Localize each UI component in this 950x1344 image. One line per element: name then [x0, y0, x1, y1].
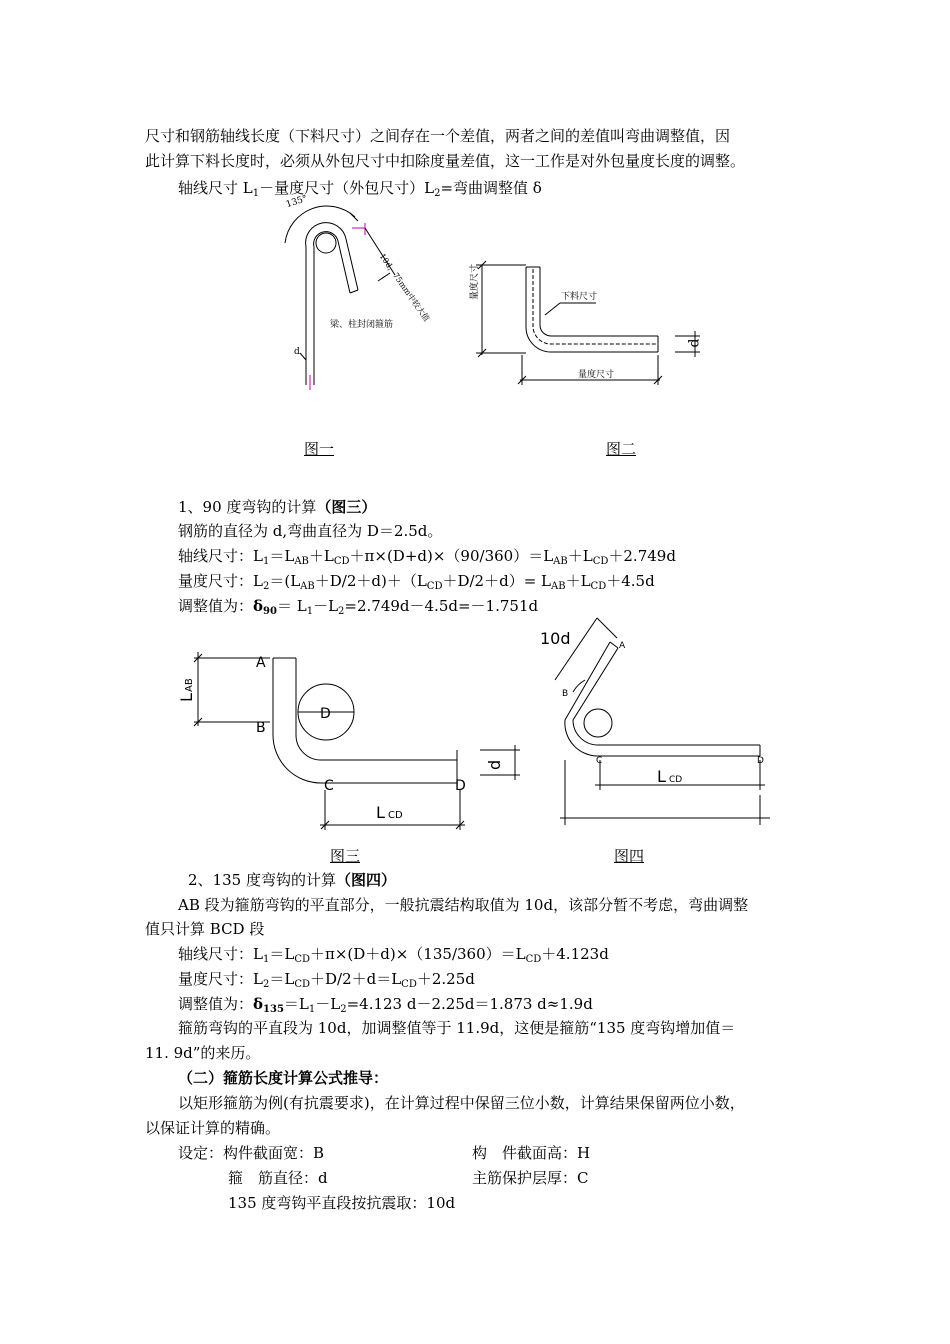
text: 轴线尺寸：L	[178, 547, 263, 565]
text: ＝L	[269, 945, 295, 963]
fig2-caption: 图二	[606, 440, 637, 458]
fig1-side-label: 10d，75mm中较大值	[377, 252, 432, 324]
fig2-vertical-label: 量度尺寸	[470, 263, 480, 300]
figure-3-diagram	[170, 640, 530, 840]
fig3-caption: 图三	[330, 847, 361, 865]
fig2-d-label: d	[686, 338, 703, 348]
sec1-heading	[178, 497, 376, 517]
fig4-lcd-sub: CD	[669, 775, 683, 785]
fig4-lcd-L: L	[657, 767, 666, 786]
text: ＋D/2＋d＝L	[309, 970, 402, 988]
figure-1-diagram	[270, 195, 470, 395]
subscript: CD	[592, 556, 609, 567]
text: （图三）	[316, 498, 377, 516]
fig4-caption: 图四	[614, 847, 645, 865]
sec2-formula-l2	[178, 969, 475, 995]
fig3-label-diameter: D	[320, 706, 331, 722]
sec3-heading: （二）箍筋长度计算公式推导：	[178, 1069, 389, 1087]
subscript: 2	[434, 188, 441, 199]
sec3-height-setting: 构 件截面高：H	[472, 1144, 591, 1162]
fig3-lab-L: L	[177, 693, 196, 702]
text: ＋L	[567, 547, 593, 565]
subscript: CD	[333, 556, 350, 567]
text: ＋π×(D＋d)×（135/360）＝L	[309, 945, 526, 963]
sec2-formula-l3	[178, 994, 593, 1020]
text: ＋π×(D+d)×（90/360）＝L	[349, 547, 554, 565]
sec1-line1: 钢筋的直径为 d,弯曲直径为 D＝2.5d。	[178, 522, 443, 540]
text: ＝L	[269, 547, 295, 565]
text: 1、90 度弯钩的计算	[178, 498, 317, 516]
sec3-p1-line2: 以保证计算的精确。	[145, 1119, 281, 1137]
subscript: 135	[263, 1004, 284, 1015]
subscript: 1	[308, 1004, 316, 1015]
text: ＋L	[308, 547, 334, 565]
text: ＝L	[283, 995, 309, 1013]
sec2-p1-line1: AB 段为箍筋弯钩的平直部分，一般抗震结构取值为 10d，该部分暂不考虑，弯曲调整	[178, 896, 749, 914]
sec3-p1-line1: 以矩形箍筋为例(有抗震要求)，在计算过程中保留三位小数，计算结果保留两位小数，	[178, 1094, 745, 1112]
subscript: 1	[262, 954, 270, 965]
sec3-cover-setting: 主筋保护层厚：C	[472, 1169, 589, 1187]
text: 调整值为：	[178, 995, 254, 1013]
sec3-hook-setting: 135 度弯钩平直段按抗震取：10d	[228, 1194, 456, 1212]
fig3-label-C: C	[324, 778, 334, 794]
fig4-label-A: A	[619, 641, 626, 651]
text: ＝L	[269, 970, 295, 988]
subscript: 1	[262, 556, 270, 567]
subscript: AB	[551, 581, 566, 592]
fig4-label-B: B	[562, 689, 569, 699]
intro-line-1: 尺寸和钢筋轴线长度（下料尺寸）之间存在一个差值，两者之间的差值叫弯曲调整值，因	[145, 127, 731, 145]
text: 调整值为：	[178, 597, 254, 615]
text: ＋2.25d	[416, 970, 475, 988]
subscript: 1	[306, 606, 314, 617]
subscript: CD	[294, 979, 310, 990]
text: ＋L	[565, 572, 591, 590]
fig3-lcd-L: L	[376, 803, 385, 822]
subscript: AB	[294, 556, 309, 567]
text: ＝ L	[276, 597, 307, 615]
text: δ	[253, 995, 264, 1013]
subscript: 90	[263, 606, 277, 617]
text: 量度尺寸：L	[178, 572, 263, 590]
fig3-d-label: d	[485, 759, 504, 770]
text: 2、135 度弯钩的计算	[188, 871, 336, 889]
text: 轴线尺寸 L	[178, 179, 253, 197]
subscript: AB	[300, 581, 315, 592]
text: ＋4.5d	[606, 572, 655, 590]
fig3-label-A: A	[256, 655, 266, 671]
sec2-p1-line2: 值只计算 BCD 段	[145, 920, 265, 938]
fig1-caption: 图一	[304, 440, 335, 458]
sec1-formula-l1	[178, 546, 676, 572]
subscript: 2	[262, 581, 270, 592]
subscript: 2	[338, 606, 345, 617]
subscript: CD	[426, 581, 443, 592]
sec3-width-setting: 设定：构件截面宽：B	[178, 1144, 325, 1162]
fig2-cut-label: 下料尺寸	[561, 292, 598, 302]
fig4-label-D: D	[757, 756, 764, 766]
text: 轴线尺寸：L	[178, 945, 263, 963]
sec2-p2-line1: 箍筋弯钩的平直段为 10d，加调整值等于 11.9d，这便是箍筋“135 度弯钩增加值＝	[178, 1019, 736, 1037]
fig4-10d-label: 10d	[540, 629, 571, 648]
fig3-lcd-sub: CD	[388, 810, 403, 821]
sec3-diameter-setting: 箍 筋直径：d	[228, 1169, 328, 1187]
sec2-p2-line2: 11. 9d”的来历。	[145, 1044, 261, 1062]
fig4-label-C: C	[596, 756, 603, 766]
text: 量度尺寸：L	[178, 970, 263, 988]
text: ＋D/2＋d)＋（L	[314, 572, 427, 590]
text: －L	[313, 597, 339, 615]
sec1-formula-l3	[178, 596, 538, 622]
subscript: 2	[340, 1004, 347, 1015]
subscript: CD	[590, 581, 607, 592]
figure-4-diagram	[540, 620, 785, 830]
fig1-stirrup-label: 梁、柱封闭箍筋	[330, 320, 394, 330]
text: ＋4.123d	[541, 945, 609, 963]
subscript: CD	[525, 954, 542, 965]
sec2-formula-l1	[178, 944, 609, 970]
fig3-label-D: D	[455, 778, 466, 794]
subscript: AB	[553, 556, 568, 567]
subscript: CD	[401, 979, 417, 990]
text: δ	[253, 597, 264, 615]
text: =弯曲调整值 δ	[440, 179, 542, 197]
text: －量度尺寸（外包尺寸）L	[259, 179, 435, 197]
fig2-measure-label: 量度尺寸	[578, 370, 615, 380]
subscript: CD	[294, 954, 310, 965]
fig3-label-B: B	[256, 720, 266, 736]
fig1-d-label: d	[294, 347, 300, 357]
subscript: 2	[262, 979, 270, 990]
subscript: 1	[252, 188, 260, 199]
intro-line-2: 此计算下料长度时，必须从外包尺寸中扣除度量差值，这一工作是对外包量度长度的调整。	[145, 152, 746, 170]
fig1-angle-label: 135°	[284, 193, 309, 211]
text: ＋D/2＋d）= L	[442, 572, 551, 590]
text: ＝(L	[269, 572, 301, 590]
sec1-formula-l2	[178, 571, 655, 597]
text: ＋2.749d	[608, 547, 676, 565]
sec2-heading	[188, 870, 396, 890]
text: =2.749d－4.5d=－1.751d	[344, 597, 539, 615]
text: －L	[315, 995, 341, 1013]
text: =4.123 d－2.25d＝1.873 d≈1.9d	[346, 995, 593, 1013]
fig3-lab-sub: AB	[184, 678, 195, 692]
text: （图四）	[335, 871, 396, 889]
